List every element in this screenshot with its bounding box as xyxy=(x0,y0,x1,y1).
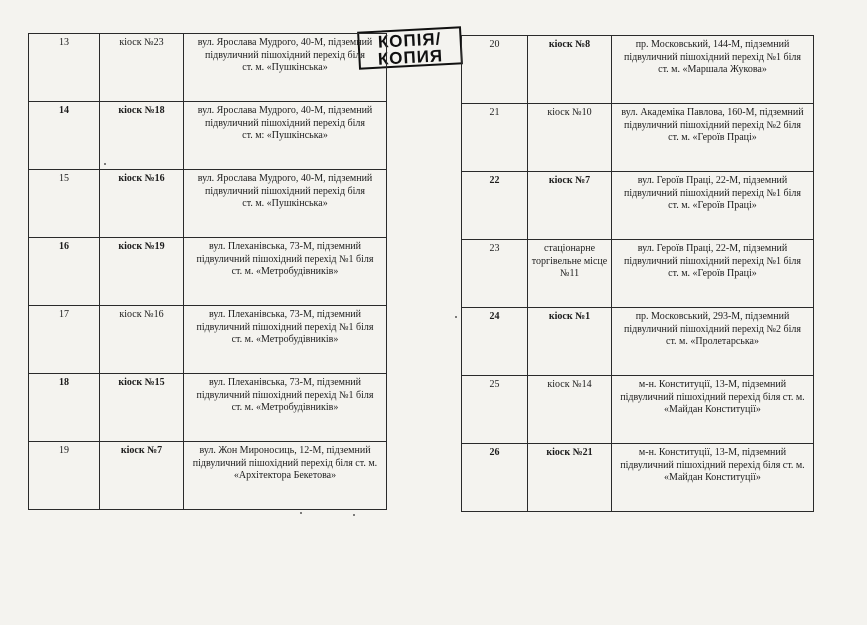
address-line: ст. м. «Героїв Праці» xyxy=(668,200,757,211)
kiosk-address xyxy=(612,104,814,172)
table-row xyxy=(29,374,387,442)
kiosk-address xyxy=(612,172,814,240)
kiosk-name: кіоск №16 xyxy=(100,306,184,374)
address-line: ст. м. «Маршала Жукова» xyxy=(658,64,767,75)
scan-speck xyxy=(104,163,106,165)
row-number: 26 xyxy=(462,444,528,512)
kiosk-name: кіоск №10 xyxy=(528,104,612,172)
address-line: підвуличний пішохідний перехід біля xyxy=(204,49,365,61)
address-line: підвуличний пішохідний перехід №1 біля xyxy=(623,51,802,63)
address-line: підвуличний пішохідний перехід біля xyxy=(204,185,365,197)
stamp-line-1: КОПІЯ/ xyxy=(377,29,442,52)
kiosk-address xyxy=(184,306,387,374)
kiosk-name: кіоск №21 xyxy=(528,444,612,512)
stamp-line-2: КОПИЯ xyxy=(377,46,444,69)
row-number: 17 xyxy=(29,306,100,374)
table-row xyxy=(29,238,387,306)
kiosk-address xyxy=(612,240,814,308)
address-line: ст. м. «Метробудівників» xyxy=(231,334,339,345)
kiosk-address xyxy=(612,36,814,104)
address-line: «Майдан Конституції» xyxy=(664,472,761,483)
address-line: ст. м: «Пушкінська» xyxy=(242,130,328,141)
row-number: 20 xyxy=(462,36,528,104)
scan-speck xyxy=(353,514,355,516)
address-line: підвуличний пішохідний перехід №1 біля xyxy=(196,389,374,401)
table-row xyxy=(462,376,814,444)
table-row xyxy=(29,306,387,374)
address-line: вул. Героїв Праці, 22-М, підземний xyxy=(637,243,788,254)
kiosk-name: кіоск №7 xyxy=(100,442,184,510)
address-line: вул. Плеханівська, 73-М, підземний xyxy=(208,377,362,388)
address-line: вул. Героїв Праці, 22-М, підземний xyxy=(637,175,788,186)
row-number: 24 xyxy=(462,308,528,376)
address-line: м-н. Конституції, 13-М, підземний xyxy=(638,447,787,458)
address-line: підвуличний пішохідний перехід №1 біля xyxy=(623,255,802,267)
address-line: «Майдан Конституції» xyxy=(664,404,761,415)
row-number: 23 xyxy=(462,240,528,308)
address-line: підвуличний пішохідний перехід біля ст. м. xyxy=(192,457,378,469)
address-line: вул. Ярослава Мудрого, 40-М, підземний xyxy=(197,173,373,184)
address-line: вул. Плеханівська, 73-М, підземний xyxy=(208,241,362,252)
kiosk-name: кіоск №1 xyxy=(528,308,612,376)
address-line: підвуличний пішохідний перехід біля xyxy=(204,117,365,129)
kiosk-address xyxy=(184,34,387,102)
table-row xyxy=(29,170,387,238)
address-line: ст. м. «Пролетарська» xyxy=(666,336,759,347)
table-row xyxy=(462,240,814,308)
row-number: 14 xyxy=(29,102,100,170)
row-number: 16 xyxy=(29,238,100,306)
address-line: ст. м. «Пушкінська» xyxy=(242,198,328,209)
address-line: підвуличний пішохідний перехід №2 біля xyxy=(623,323,802,335)
address-line: підвуличний пішохідний перехід біля ст. м. xyxy=(620,391,805,403)
kiosk-name: кіоск №15 xyxy=(100,374,184,442)
table-row xyxy=(29,442,387,510)
address-line: вул. Плеханівська, 73-М, підземний xyxy=(208,309,362,320)
address-line: ст. м. «Героїв Праці» xyxy=(668,132,757,143)
table-row xyxy=(462,104,814,172)
address-line: ст. м. «Пушкінська» xyxy=(242,62,328,73)
address-line: вул. Ярослава Мудрого, 40-М, підземний xyxy=(197,105,373,116)
kiosk-address xyxy=(184,170,387,238)
kiosk-name: кіоск №16 xyxy=(100,170,184,238)
address-line: підвуличний пішохідний перехід №2 біля xyxy=(623,119,802,131)
row-number: 21 xyxy=(462,104,528,172)
kiosk-address xyxy=(184,238,387,306)
table-row xyxy=(29,102,387,170)
address-line: вул. Академіка Павлова, 160-М, підземний xyxy=(621,107,804,118)
row-number: 15 xyxy=(29,170,100,238)
address-line: ст. м. «Метробудівників» xyxy=(231,266,339,277)
table-row xyxy=(462,308,814,376)
kiosk-address xyxy=(184,102,387,170)
table-row xyxy=(462,172,814,240)
table-row xyxy=(462,444,814,512)
address-line: пр. Московський, 144-М, підземний xyxy=(635,39,790,50)
kiosk-address xyxy=(612,308,814,376)
address-line: «Архітектора Бекетова» xyxy=(233,470,337,481)
row-number: 13 xyxy=(29,34,100,102)
right-kiosk-table xyxy=(461,35,814,512)
kiosk-name: кіоск №7 xyxy=(528,172,612,240)
row-number: 19 xyxy=(29,442,100,510)
kiosk-name: кіоск №14 xyxy=(528,376,612,444)
address-line: вул. Ярослава Мудрого, 40-М, підземний xyxy=(197,37,373,48)
kiosk-address xyxy=(184,374,387,442)
kiosk-address xyxy=(184,442,387,510)
kiosk-address xyxy=(612,444,814,512)
left-kiosk-table xyxy=(28,33,387,510)
scan-speck xyxy=(455,316,457,318)
kiosk-name: кіоск №23 xyxy=(100,34,184,102)
kiosk-name: кіоск №19 xyxy=(100,238,184,306)
address-line: м-н. Конституції, 13-М, підземний xyxy=(638,379,787,390)
address-line: ст. м. «Метробудівників» xyxy=(231,402,339,413)
row-number: 22 xyxy=(462,172,528,240)
kiosk-name: кіоск №8 xyxy=(528,36,612,104)
address-line: підвуличний пішохідний перехід №1 біля xyxy=(196,253,374,265)
address-line: підвуличний пішохідний перехід №1 біля xyxy=(196,321,374,333)
kiosk-address xyxy=(612,376,814,444)
address-line: пр. Московський, 293-М, підземний xyxy=(635,311,790,322)
address-line: вул. Жон Мироносиць, 12-М, підземний xyxy=(199,445,371,456)
kiosk-name: кіоск №18 xyxy=(100,102,184,170)
scan-speck xyxy=(300,512,302,514)
table-row xyxy=(462,36,814,104)
kiosk-name: стаціонарне торгівельне місце №11 xyxy=(528,240,612,308)
address-line: підвуличний пішохідний перехід №1 біля xyxy=(623,187,802,199)
address-line: підвуличний пішохідний перехід біля ст. м. xyxy=(620,459,805,471)
row-number: 18 xyxy=(29,374,100,442)
row-number: 25 xyxy=(462,376,528,444)
address-line: ст. м. «Героїв Праці» xyxy=(668,268,757,279)
table-row xyxy=(29,34,387,102)
